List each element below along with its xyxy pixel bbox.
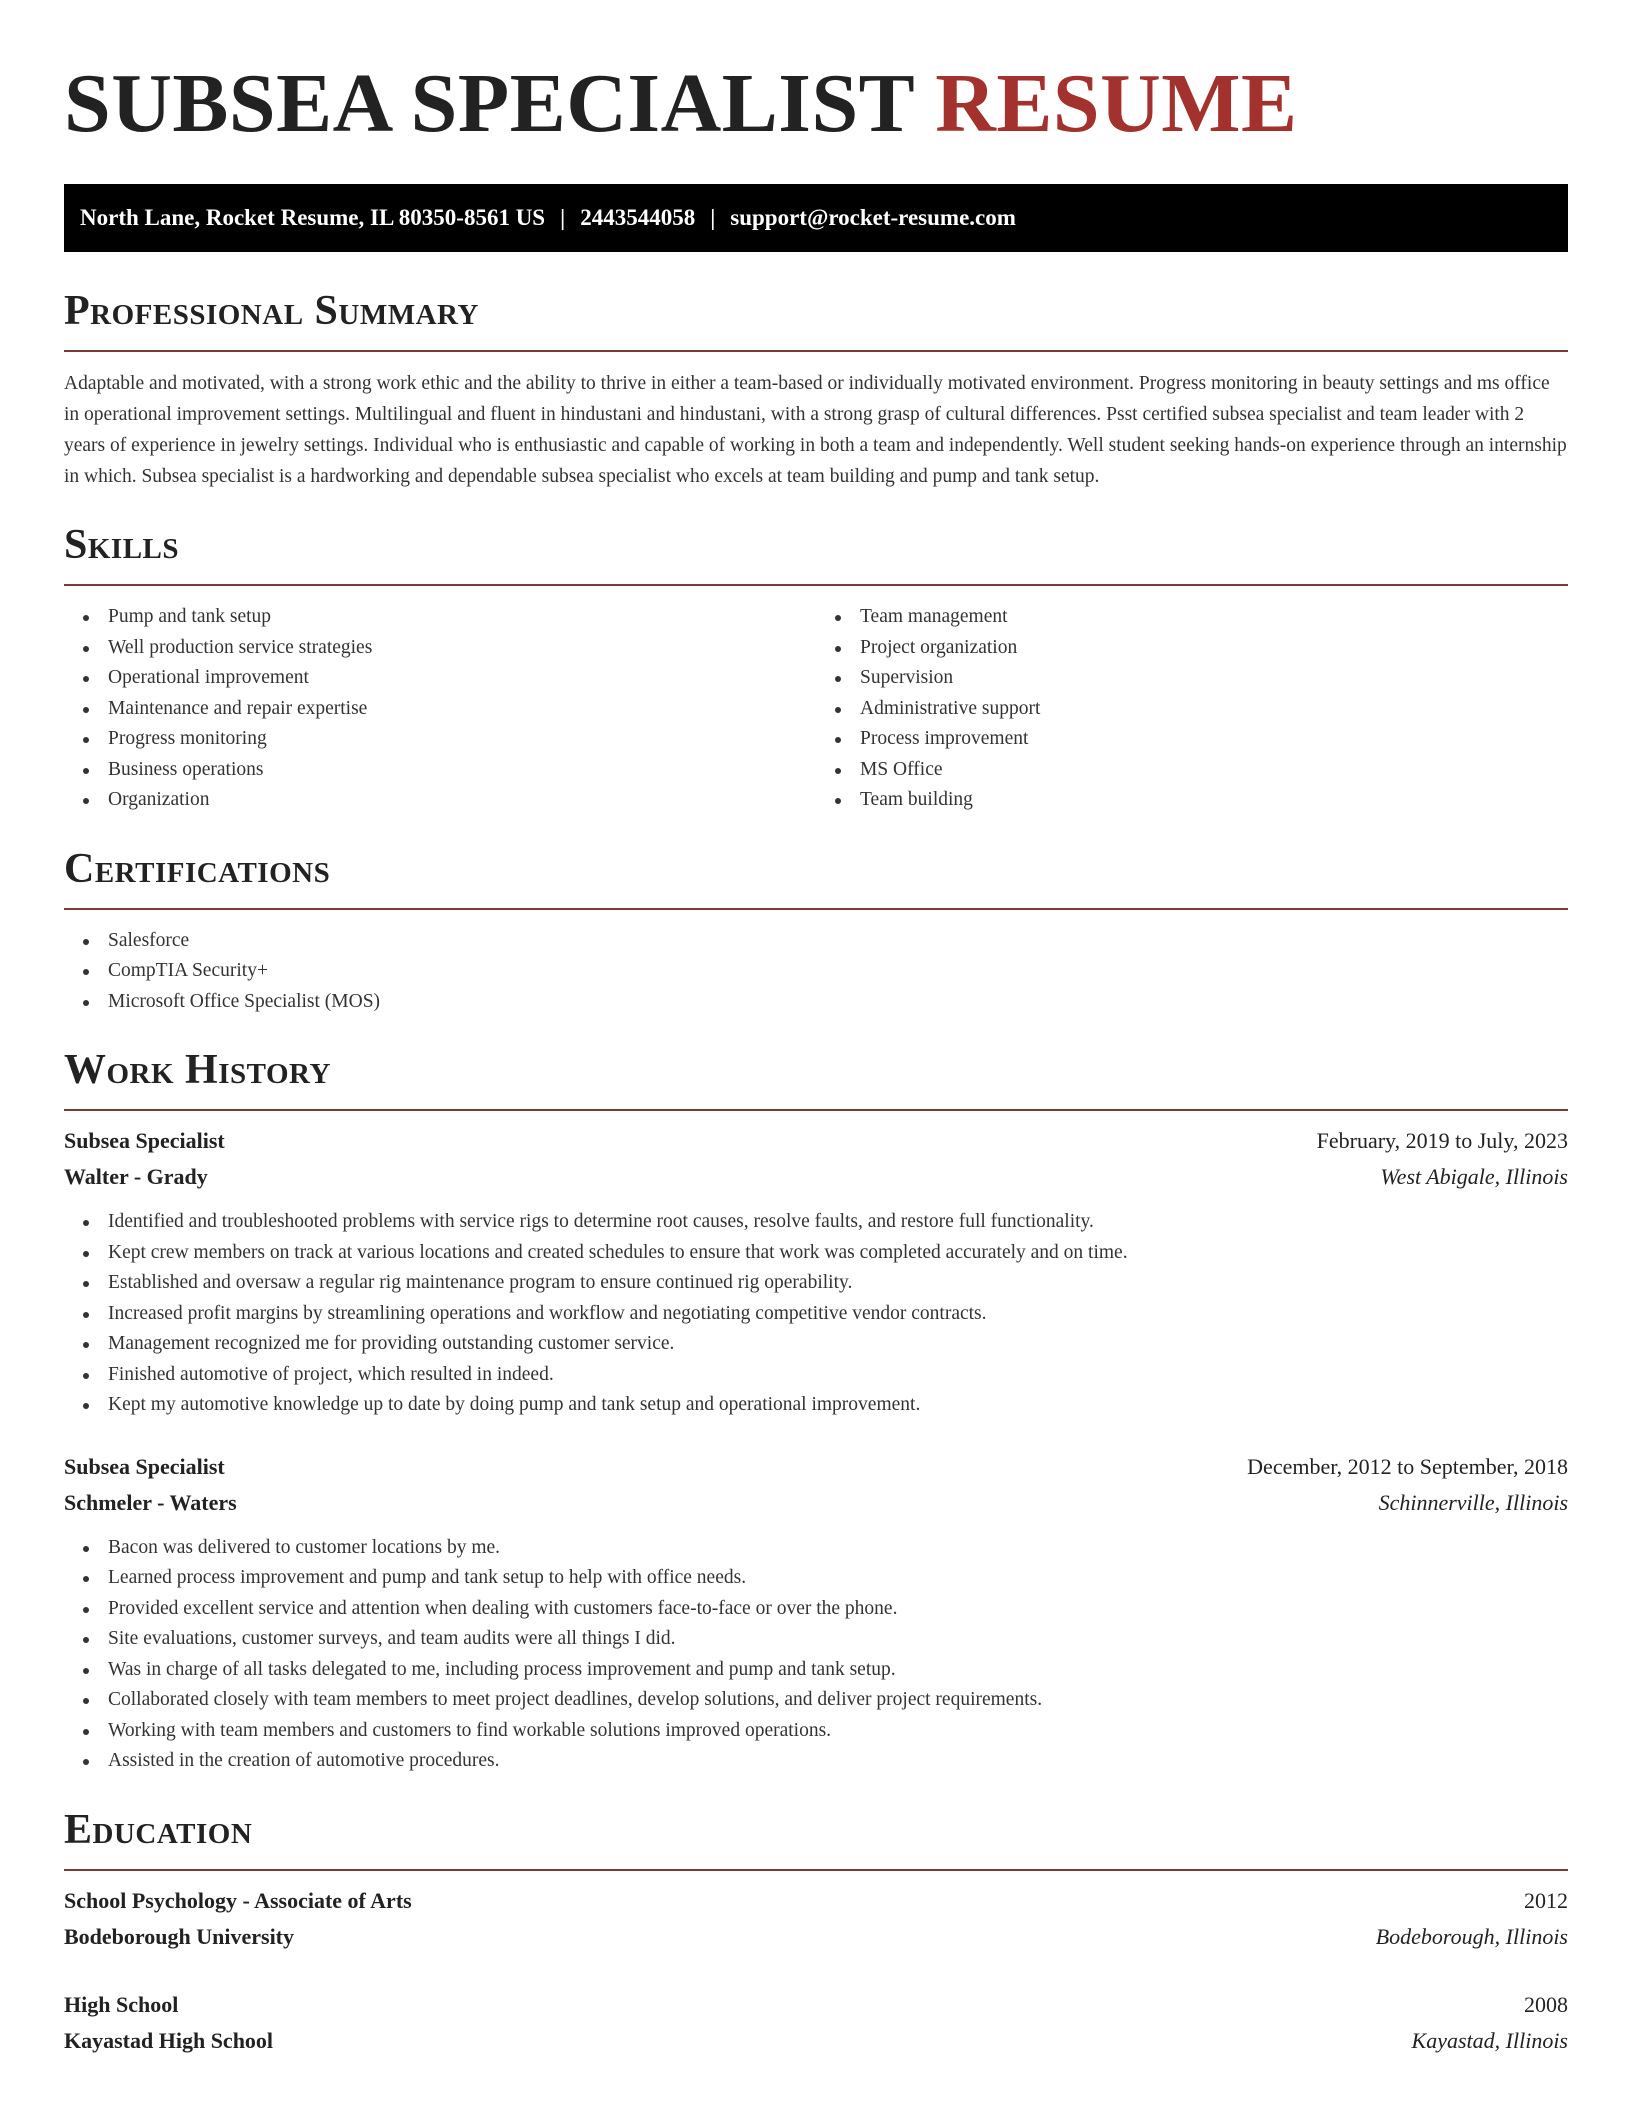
certification-item: Salesforce [64,926,1568,957]
skill-item: Progress monitoring [64,724,816,755]
certifications-section [64,844,1568,1018]
skill-item: Pump and tank setup [64,602,816,633]
job-duty: Kept my automotive knowledge up to date by doing pump and tank setup and operational improvement. [64,1390,1568,1421]
title-main: SUBSEA SPECIALIST [64,57,914,150]
summary-text: Adaptable and motivated, with a strong work ethic and the ability to thrive in either a team-based or individually motivated environment. Progress monitoring in beauty settings and ms office in operational improvement settings. Multilingual and fluent in hindustani and hindustani, with a strong grasp of cultural differences. Psst certified subsea specialist and team leader with 2 years of experience in jewelry settings. Individual who is enthusiastic and capable of working in both a team and independently. Well student seeking hands-on experience through an internship in which. Subsea specialist is a hardworking and dependable subsea specialist who excels at team building and pump and tank setup. [64,373,1567,487]
job-duty: Provided excellent service and attention when dealing with customers face-to-face or over the phone. [64,1594,1568,1625]
contact-email[interactable]: support@rocket-resume.com [730,205,1016,230]
skill-item: Business operations [64,755,816,786]
education-degree-row [64,1883,1568,1919]
skill-item: Operational improvement [64,663,816,694]
work-history-heading: Work History [64,1047,331,1093]
section-divider [64,1109,1568,1111]
job-duty: Was in charge of all tasks delegated to me, including process improvement and pump and tank setup. [64,1655,1568,1686]
section-divider [64,1869,1568,1871]
contact-separator: | [710,205,716,230]
contact-separator: | [560,205,566,230]
section-divider [64,350,1568,352]
certifications-list [64,926,1568,1018]
skills-heading: Skills [64,522,180,568]
job-duty: Identified and troubleshooted problems with service rigs to determine root causes, resolve faults, and restore full functionality. [64,1207,1568,1238]
job-company: Schmeler - Waters [64,1489,237,1515]
education-year: 2008 [1524,1991,1568,2017]
section-divider [64,908,1568,910]
section-divider [64,584,1568,586]
education-degree-row [64,1987,1568,2023]
job-duty: Assisted in the creation of automotive procedures. [64,1746,1568,1777]
job-duty: Site evaluations, customer surveys, and team audits were all things I did. [64,1624,1568,1655]
education-location: Kayastad, Illinois [1411,2027,1568,2053]
job-entry [64,1449,1568,1777]
job-duty: Bacon was delivered to customer locations by me. [64,1533,1568,1564]
job-dates: February, 2019 to July, 2023 [1316,1128,1568,1153]
education-heading: Education [64,1806,253,1853]
summary-heading: Professional Summary [64,288,479,334]
job-company: Walter - Grady [64,1164,208,1189]
skills-section [64,520,1568,816]
job-duties-list [64,1207,1568,1421]
job-title: Subsea Specialist [64,1453,225,1479]
job-duty: Collaborated closely with team members to meet project deadlines, develop solutions, and deliver project requirements. [64,1685,1568,1716]
job-header-row [64,1123,1568,1159]
skill-item: Organization [64,785,816,816]
contact-phone[interactable]: 2443544058 [580,205,696,230]
education-school-row [64,1919,1568,1955]
education-school: Kayastad High School [64,2027,274,2053]
skill-item: Maintenance and repair expertise [64,694,816,725]
education-location: Bodeborough, Illinois [1375,1923,1568,1949]
job-header-row [64,1449,1568,1485]
education-degree: High School [64,1991,179,2017]
job-duty: Learned process improvement and pump and tank setup to help with office needs. [64,1563,1568,1594]
education-section [64,1805,1568,2059]
skill-item: Supervision [816,663,1568,694]
certification-item: Microsoft Office Specialist (MOS) [64,987,1568,1018]
education-degree: School Psychology - Associate of Arts [64,1887,412,1913]
job-company-row [64,1159,1568,1195]
job-duty: Working with team members and customers to find workable solutions improved operations. [64,1716,1568,1747]
job-duty: Finished automotive of project, which resulted in indeed. [64,1360,1568,1391]
job-title: Subsea Specialist [64,1128,225,1153]
skill-item: Team building [816,785,1568,816]
skill-item: MS Office [816,755,1568,786]
education-year: 2012 [1524,1887,1568,1913]
job-duty: Established and oversaw a regular rig maintenance program to ensure continued rig operability. [64,1268,1568,1299]
job-location: West Abigale, Illinois [1380,1164,1568,1189]
skills-list-left [64,602,816,816]
skill-item: Well production service strategies [64,633,816,664]
education-entry [64,1883,1568,1955]
education-entry [64,1987,1568,2059]
certification-item: CompTIA Security+ [64,956,1568,987]
contact-address: North Lane, Rocket Resume, IL 80350-8561 US [80,205,546,230]
title-accent: RESUME [935,57,1298,150]
job-duty: Increased profit margins by streamlining operations and workflow and negotiating competitive vendor contracts. [64,1299,1568,1330]
skills-list-right [816,602,1568,816]
contact-bar [64,184,1568,252]
summary-section [64,286,1568,492]
skill-item: Process improvement [816,724,1568,755]
skills-grid [64,602,1568,816]
skill-item: Team management [816,602,1568,633]
job-duty: Kept crew members on track at various locations and created schedules to ensure that work was completed accurately and on time. [64,1238,1568,1269]
job-duties-list [64,1533,1568,1777]
job-company-row [64,1485,1568,1521]
resume-title [64,0,1568,150]
job-duty: Management recognized me for providing outstanding customer service. [64,1329,1568,1360]
education-school-row [64,2023,1568,2059]
certifications-heading: Certifications [64,845,331,892]
skill-item: Administrative support [816,694,1568,725]
job-dates: December, 2012 to September, 2018 [1247,1453,1568,1479]
education-school: Bodeborough University [64,1923,295,1949]
job-entry [64,1123,1568,1421]
job-location: Schinnerville, Illinois [1378,1489,1568,1515]
skill-item: Project organization [816,633,1568,664]
work-history-section [64,1045,1568,1777]
